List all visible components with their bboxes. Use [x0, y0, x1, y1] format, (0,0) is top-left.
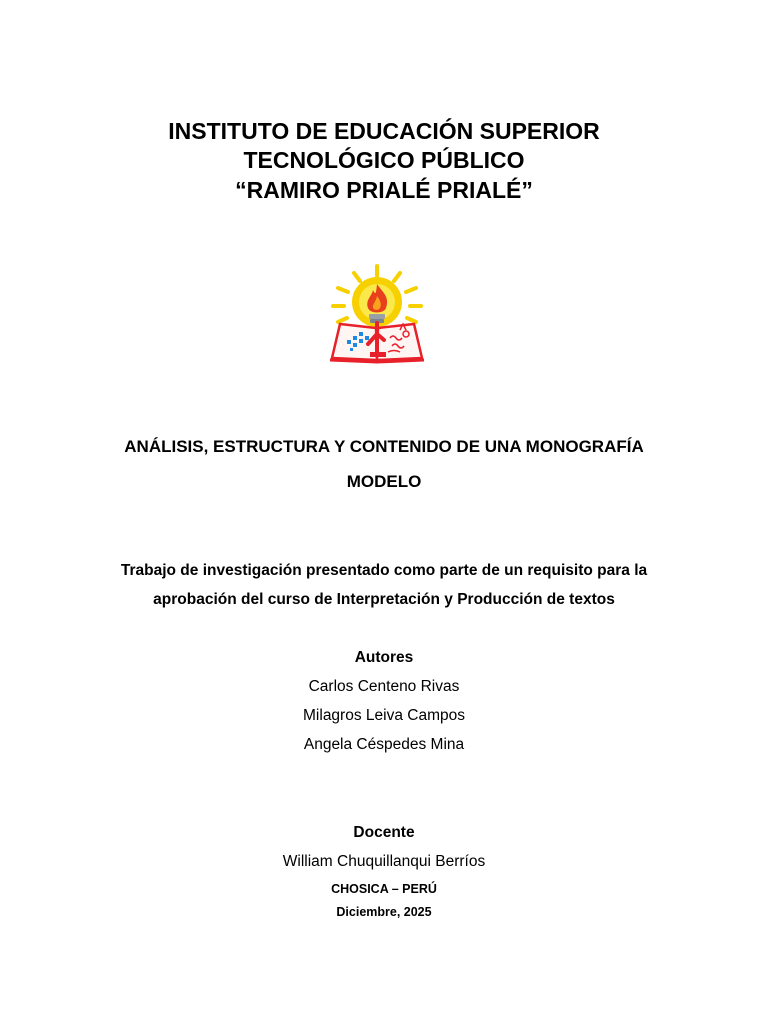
title-line-1: ANÁLISIS, ESTRUCTURA Y CONTENIDO DE UNA MONOGRAFÍA	[124, 437, 644, 456]
book-lightbulb-torch-icon	[326, 262, 428, 364]
bulb-base	[369, 314, 385, 319]
teacher-name: William Chuquillanqui Berríos	[282, 853, 486, 870]
figure-pedestal	[370, 352, 386, 357]
teacher-label: Docente	[353, 824, 415, 841]
institution-line-3: “RAMIRO PRIALÉ PRIALÉ”	[235, 177, 533, 203]
author-name: Milagros Leiva Campos	[303, 707, 465, 724]
institution-line-1: INSTITUTO DE EDUCACIÓN SUPERIOR	[168, 118, 600, 144]
institution-line-2: TECNOLÓGICO PÚBLICO	[243, 147, 525, 173]
subtitle-line-2: aprobación del curso de Interpretación y Producción de textos	[153, 591, 615, 608]
author-name: Carlos Centeno Rivas	[308, 678, 460, 695]
date: Diciembre, 2025	[336, 905, 432, 919]
authors-label: Autores	[354, 649, 414, 666]
title-line-2: MODELO	[346, 472, 422, 491]
subtitle-line-1: Trabajo de investigación presentado como parte de un requisito para la	[120, 562, 648, 579]
location: CHOSICA – PERÚ	[331, 882, 437, 896]
author-name: Angela Céspedes Mina	[303, 736, 465, 753]
